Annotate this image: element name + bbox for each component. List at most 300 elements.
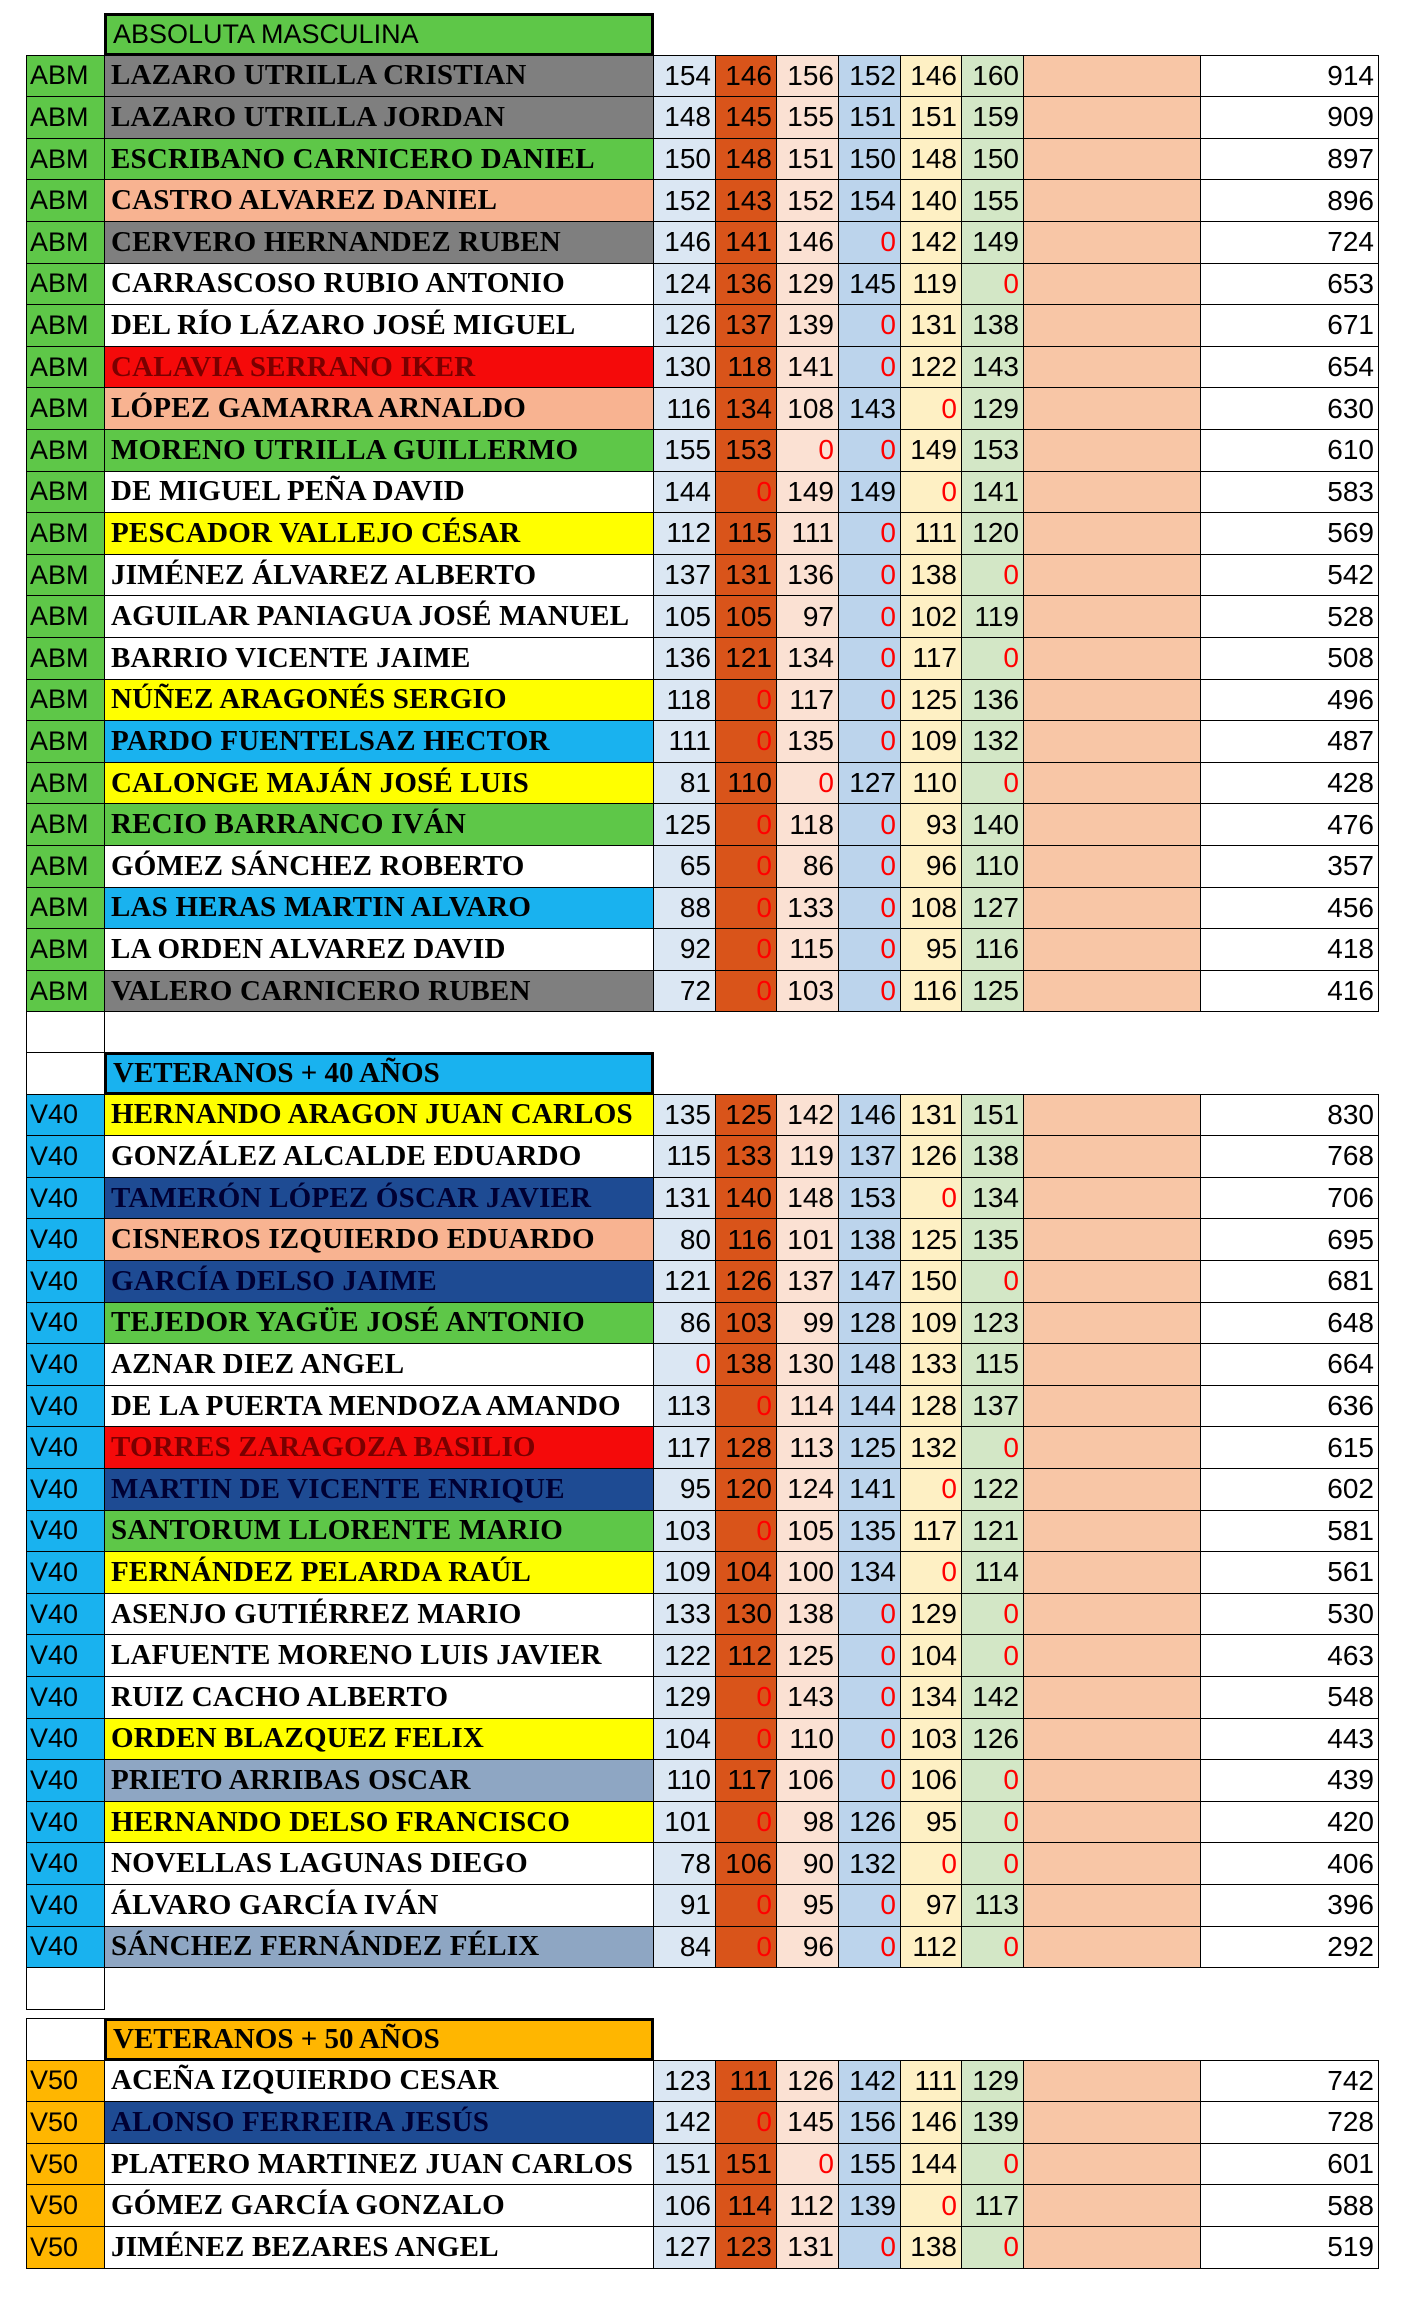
total-score: 456 [1200, 887, 1379, 930]
score-4: 155 [838, 2143, 901, 2186]
total-score: 443 [1200, 1718, 1379, 1761]
total-score: 463 [1200, 1634, 1379, 1677]
score-4: 151 [838, 96, 901, 139]
score-5: 97 [900, 1884, 962, 1927]
score-1: 104 [653, 1718, 716, 1761]
player-name: CALONGE MAJÁN JOSÉ LUIS [104, 762, 654, 805]
category-cell: ABM [26, 429, 105, 472]
category-cell: V40 [26, 1593, 105, 1636]
score-5: 140 [900, 179, 962, 222]
category-cell: V40 [26, 1177, 105, 1220]
score-4: 0 [838, 429, 901, 472]
category-cell: V50 [26, 2101, 105, 2144]
score-3: 111 [776, 512, 839, 555]
score-5: 0 [900, 1468, 962, 1511]
score-1: 72 [653, 970, 716, 1013]
score-4: 125 [838, 1426, 901, 1469]
score-1: 118 [653, 679, 716, 722]
score-4: 141 [838, 1468, 901, 1511]
category-cell: ABM [26, 637, 105, 680]
player-name: PESCADOR VALLEJO CÉSAR [104, 512, 654, 555]
score-2: 138 [715, 1343, 777, 1386]
score-6: 149 [961, 221, 1024, 264]
total-score: 728 [1200, 2101, 1379, 2144]
category-cell: ABM [26, 595, 105, 638]
score-4: 143 [838, 387, 901, 430]
score-4: 0 [838, 803, 901, 846]
category-cell: V40 [26, 1218, 105, 1261]
score-4: 0 [838, 554, 901, 597]
score-4: 150 [838, 138, 901, 181]
score-4: 142 [838, 2060, 901, 2103]
total-score: 636 [1200, 1385, 1379, 1428]
score-4: 0 [838, 1926, 901, 1969]
score-6: 159 [961, 96, 1024, 139]
score-4: 156 [838, 2101, 901, 2144]
score-5: 138 [900, 2226, 962, 2269]
score-3: 95 [776, 1884, 839, 1927]
score-2: 114 [715, 2184, 777, 2227]
score-2: 0 [715, 1801, 777, 1844]
total-score: 602 [1200, 1468, 1379, 1511]
extra-column [1023, 720, 1201, 763]
category-cell: V40 [26, 1759, 105, 1802]
score-3: 139 [776, 304, 839, 347]
player-name: TAMERÓN LÓPEZ ÓSCAR JAVIER [104, 1177, 654, 1220]
category-cell: ABM [26, 928, 105, 971]
score-3: 103 [776, 970, 839, 1013]
score-5: 144 [900, 2143, 962, 2186]
score-2: 116 [715, 1218, 777, 1261]
score-4: 0 [838, 346, 901, 389]
category-cell: V40 [26, 1551, 105, 1594]
category-cell: V40 [26, 1884, 105, 1927]
score-6: 134 [961, 1177, 1024, 1220]
extra-column [1023, 2060, 1201, 2103]
category-cell: V40 [26, 1094, 105, 1137]
total-score: 648 [1200, 1302, 1379, 1345]
category-cell: ABM [26, 304, 105, 347]
category-cell: V40 [26, 1510, 105, 1553]
score-2: 151 [715, 2143, 777, 2186]
score-3: 0 [776, 429, 839, 472]
score-2: 0 [715, 803, 777, 846]
total-score: 418 [1200, 928, 1379, 971]
score-4: 152 [838, 55, 901, 98]
total-score: 742 [1200, 2060, 1379, 2103]
extra-column [1023, 1468, 1201, 1511]
score-5: 150 [900, 1260, 962, 1303]
score-3: 137 [776, 1260, 839, 1303]
score-4: 134 [838, 1551, 901, 1594]
player-name: CISNEROS IZQUIERDO EDUARDO [104, 1218, 654, 1261]
extra-column [1023, 845, 1201, 888]
score-6: 116 [961, 928, 1024, 971]
score-1: 129 [653, 1676, 716, 1719]
score-2: 125 [715, 1094, 777, 1137]
score-5: 93 [900, 803, 962, 846]
score-1: 151 [653, 2143, 716, 2186]
score-3: 130 [776, 1343, 839, 1386]
extra-column [1023, 179, 1201, 222]
category-cell: ABM [26, 762, 105, 805]
player-name: CARRASCOSO RUBIO ANTONIO [104, 263, 654, 306]
total-score: 706 [1200, 1177, 1379, 1220]
score-5: 132 [900, 1426, 962, 1469]
extra-column [1023, 970, 1201, 1013]
score-1: 115 [653, 1135, 716, 1178]
score-1: 101 [653, 1801, 716, 1844]
score-1: 144 [653, 471, 716, 514]
category-cell: V50 [26, 2226, 105, 2269]
total-score: 630 [1200, 387, 1379, 430]
score-4: 0 [838, 512, 901, 555]
player-name: HERNANDO DELSO FRANCISCO [104, 1801, 654, 1844]
score-3: 131 [776, 2226, 839, 2269]
category-cell: ABM [26, 970, 105, 1013]
score-6: 0 [961, 1634, 1024, 1677]
score-5: 126 [900, 1135, 962, 1178]
category-cell: ABM [26, 720, 105, 763]
score-1: 154 [653, 55, 716, 98]
score-6: 123 [961, 1302, 1024, 1345]
total-score: 548 [1200, 1676, 1379, 1719]
score-6: 150 [961, 138, 1024, 181]
section-1-title: VETERANOS + 40 AÑOS [104, 1052, 654, 1095]
extra-column [1023, 1884, 1201, 1927]
score-2: 130 [715, 1593, 777, 1636]
score-5: 138 [900, 554, 962, 597]
extra-column [1023, 1426, 1201, 1469]
extra-column [1023, 1385, 1201, 1428]
score-2: 145 [715, 96, 777, 139]
score-2: 0 [715, 1510, 777, 1553]
score-3: 98 [776, 1801, 839, 1844]
score-1: 155 [653, 429, 716, 472]
player-name: TEJEDOR YAGÜE JOSÉ ANTONIO [104, 1302, 654, 1345]
score-3: 115 [776, 928, 839, 971]
score-4: 126 [838, 1801, 901, 1844]
score-1: 136 [653, 637, 716, 680]
player-name: ÁLVARO GARCÍA IVÁN [104, 1884, 654, 1927]
score-5: 129 [900, 1593, 962, 1636]
score-2: 140 [715, 1177, 777, 1220]
category-cell: ABM [26, 346, 105, 389]
score-6: 151 [961, 1094, 1024, 1137]
section-0-spacer [26, 1011, 105, 1054]
score-2: 137 [715, 304, 777, 347]
score-1: 123 [653, 2060, 716, 2103]
score-6: 160 [961, 55, 1024, 98]
score-1: 150 [653, 138, 716, 181]
player-name: GÓMEZ SÁNCHEZ ROBERTO [104, 845, 654, 888]
score-3: 146 [776, 221, 839, 264]
player-name: DEL RÍO LÁZARO JOSÉ MIGUEL [104, 304, 654, 347]
score-4: 0 [838, 679, 901, 722]
score-3: 155 [776, 96, 839, 139]
total-score: 653 [1200, 263, 1379, 306]
score-1: 84 [653, 1926, 716, 1969]
score-6: 126 [961, 1718, 1024, 1761]
score-2: 148 [715, 138, 777, 181]
score-6: 140 [961, 803, 1024, 846]
extra-column [1023, 1218, 1201, 1261]
score-3: 96 [776, 1926, 839, 1969]
score-6: 142 [961, 1676, 1024, 1719]
score-3: 105 [776, 1510, 839, 1553]
score-6: 139 [961, 2101, 1024, 2144]
score-6: 0 [961, 1593, 1024, 1636]
score-3: 135 [776, 720, 839, 763]
score-4: 0 [838, 928, 901, 971]
score-4: 145 [838, 263, 901, 306]
category-cell: ABM [26, 845, 105, 888]
score-6: 122 [961, 1468, 1024, 1511]
player-name: DE MIGUEL PEÑA DAVID [104, 471, 654, 514]
player-name: RECIO BARRANCO IVÁN [104, 803, 654, 846]
score-6: 0 [961, 2226, 1024, 2269]
score-6: 153 [961, 429, 1024, 472]
score-5: 0 [900, 1177, 962, 1220]
player-name: AZNAR DIEZ ANGEL [104, 1343, 654, 1386]
category-cell: ABM [26, 263, 105, 306]
score-5: 0 [900, 1551, 962, 1594]
score-5: 125 [900, 679, 962, 722]
score-4: 0 [838, 595, 901, 638]
extra-column [1023, 2226, 1201, 2269]
extra-column [1023, 138, 1201, 181]
score-3: 113 [776, 1426, 839, 1469]
player-name: GÓMEZ GARCÍA GONZALO [104, 2184, 654, 2227]
extra-column [1023, 304, 1201, 347]
score-1: 109 [653, 1551, 716, 1594]
score-4: 139 [838, 2184, 901, 2227]
score-4: 149 [838, 471, 901, 514]
extra-column [1023, 263, 1201, 306]
extra-column [1023, 1551, 1201, 1594]
score-4: 147 [838, 1260, 901, 1303]
score-3: 117 [776, 679, 839, 722]
score-1: 95 [653, 1468, 716, 1511]
player-name: BARRIO VICENTE JAIME [104, 637, 654, 680]
score-2: 103 [715, 1302, 777, 1345]
extra-column [1023, 471, 1201, 514]
score-2: 110 [715, 762, 777, 805]
total-score: 601 [1200, 2143, 1379, 2186]
player-name: PRIETO ARRIBAS OSCAR [104, 1759, 654, 1802]
category-cell: V40 [26, 1343, 105, 1386]
score-3: 125 [776, 1634, 839, 1677]
score-2: 0 [715, 845, 777, 888]
score-4: 144 [838, 1385, 901, 1428]
player-name: CASTRO ALVAREZ DANIEL [104, 179, 654, 222]
extra-column [1023, 96, 1201, 139]
category-cell: ABM [26, 96, 105, 139]
score-3: 97 [776, 595, 839, 638]
total-score: 588 [1200, 2184, 1379, 2227]
score-3: 129 [776, 263, 839, 306]
score-2: 128 [715, 1426, 777, 1469]
score-2: 0 [715, 1385, 777, 1428]
total-score: 897 [1200, 138, 1379, 181]
score-4: 128 [838, 1302, 901, 1345]
score-2: 0 [715, 1718, 777, 1761]
extra-column [1023, 1510, 1201, 1553]
score-5: 122 [900, 346, 962, 389]
score-6: 125 [961, 970, 1024, 1013]
total-score: 428 [1200, 762, 1379, 805]
score-3: 156 [776, 55, 839, 98]
extra-column [1023, 887, 1201, 930]
score-6: 141 [961, 471, 1024, 514]
score-4: 0 [838, 845, 901, 888]
score-4: 148 [838, 1343, 901, 1386]
score-3: 0 [776, 762, 839, 805]
score-5: 133 [900, 1343, 962, 1386]
score-4: 0 [838, 1593, 901, 1636]
player-name: FERNÁNDEZ PELARDA RAÚL [104, 1551, 654, 1594]
total-score: 671 [1200, 304, 1379, 347]
score-1: 117 [653, 1426, 716, 1469]
score-3: 151 [776, 138, 839, 181]
score-2: 0 [715, 720, 777, 763]
score-2: 121 [715, 637, 777, 680]
section-1-corner [26, 1052, 105, 1095]
total-score: 610 [1200, 429, 1379, 472]
total-score: 654 [1200, 346, 1379, 389]
score-3: 86 [776, 845, 839, 888]
extra-column [1023, 1676, 1201, 1719]
player-name: LAS HERAS MARTIN ALVARO [104, 887, 654, 930]
total-score: 508 [1200, 637, 1379, 680]
category-cell: V40 [26, 1468, 105, 1511]
category-cell: V40 [26, 1718, 105, 1761]
score-6: 0 [961, 637, 1024, 680]
score-2: 0 [715, 1676, 777, 1719]
score-1: 110 [653, 1759, 716, 1802]
score-4: 0 [838, 1759, 901, 1802]
score-5: 95 [900, 928, 962, 971]
total-score: 542 [1200, 554, 1379, 597]
score-1: 135 [653, 1094, 716, 1137]
total-score: 439 [1200, 1759, 1379, 1802]
score-1: 0 [653, 1343, 716, 1386]
score-6: 110 [961, 845, 1024, 888]
extra-column [1023, 1634, 1201, 1677]
player-name: SÁNCHEZ FERNÁNDEZ FÉLIX [104, 1926, 654, 1969]
score-3: 99 [776, 1302, 839, 1345]
score-3: 124 [776, 1468, 839, 1511]
extra-column [1023, 803, 1201, 846]
total-score: 561 [1200, 1551, 1379, 1594]
category-cell: V40 [26, 1842, 105, 1885]
score-2: 111 [715, 2060, 777, 2103]
category-cell: V40 [26, 1302, 105, 1345]
extra-column [1023, 2101, 1201, 2144]
category-cell: V50 [26, 2184, 105, 2227]
player-name: LAFUENTE MORENO LUIS JAVIER [104, 1634, 654, 1677]
score-6: 0 [961, 762, 1024, 805]
category-cell: ABM [26, 138, 105, 181]
score-3: 0 [776, 2143, 839, 2186]
score-4: 146 [838, 1094, 901, 1137]
score-1: 124 [653, 263, 716, 306]
extra-column [1023, 346, 1201, 389]
score-6: 136 [961, 679, 1024, 722]
score-2: 104 [715, 1551, 777, 1594]
score-1: 130 [653, 346, 716, 389]
score-2: 153 [715, 429, 777, 472]
player-name: PARDO FUENTELSAZ HECTOR [104, 720, 654, 763]
score-6: 0 [961, 1759, 1024, 1802]
total-score: 569 [1200, 512, 1379, 555]
total-score: 909 [1200, 96, 1379, 139]
player-name: CALAVIA SERRANO IKER [104, 346, 654, 389]
score-5: 131 [900, 1094, 962, 1137]
score-5: 103 [900, 1718, 962, 1761]
score-4: 0 [838, 887, 901, 930]
extra-column [1023, 1718, 1201, 1761]
score-5: 116 [900, 970, 962, 1013]
score-1: 125 [653, 803, 716, 846]
extra-column [1023, 1593, 1201, 1636]
score-5: 117 [900, 637, 962, 680]
score-1: 65 [653, 845, 716, 888]
score-4: 127 [838, 762, 901, 805]
score-5: 111 [900, 2060, 962, 2103]
score-2: 0 [715, 1884, 777, 1927]
extra-column [1023, 1260, 1201, 1303]
total-score: 615 [1200, 1426, 1379, 1469]
score-2: 0 [715, 970, 777, 1013]
player-name: NÚÑEZ ARAGONÉS SERGIO [104, 679, 654, 722]
player-name: LA ORDEN ALVAREZ DAVID [104, 928, 654, 971]
extra-column [1023, 637, 1201, 680]
player-name: LAZARO UTRILLA JORDAN [104, 96, 654, 139]
total-score: 581 [1200, 1510, 1379, 1553]
score-2: 106 [715, 1842, 777, 1885]
score-1: 106 [653, 2184, 716, 2227]
extra-column [1023, 2184, 1201, 2227]
score-6: 0 [961, 2143, 1024, 2186]
total-score: 496 [1200, 679, 1379, 722]
score-3: 148 [776, 1177, 839, 1220]
score-4: 138 [838, 1218, 901, 1261]
score-5: 0 [900, 1842, 962, 1885]
score-5: 110 [900, 762, 962, 805]
extra-column [1023, 1343, 1201, 1386]
score-5: 96 [900, 845, 962, 888]
score-1: 131 [653, 1177, 716, 1220]
score-6: 0 [961, 1801, 1024, 1844]
score-5: 151 [900, 96, 962, 139]
category-cell: V40 [26, 1260, 105, 1303]
score-1: 113 [653, 1385, 716, 1428]
player-name: LAZARO UTRILLA CRISTIAN [104, 55, 654, 98]
score-5: 104 [900, 1634, 962, 1677]
score-3: 114 [776, 1385, 839, 1428]
score-5: 134 [900, 1676, 962, 1719]
total-score: 914 [1200, 55, 1379, 98]
player-name: CERVERO HERNANDEZ RUBEN [104, 221, 654, 264]
extra-column [1023, 429, 1201, 472]
score-5: 146 [900, 2101, 962, 2144]
total-score: 519 [1200, 2226, 1379, 2269]
score-1: 142 [653, 2101, 716, 2144]
score-3: 149 [776, 471, 839, 514]
score-1: 111 [653, 720, 716, 763]
player-name: MORENO UTRILLA GUILLERMO [104, 429, 654, 472]
